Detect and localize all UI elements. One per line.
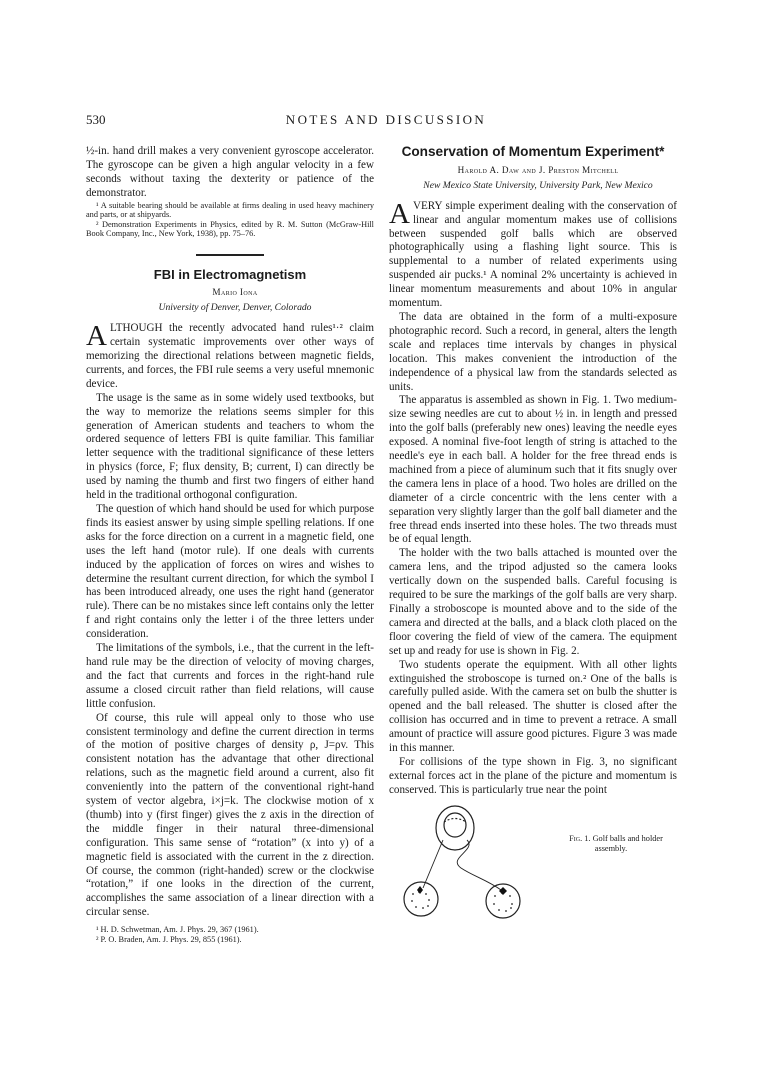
figure-1 <box>389 804 677 922</box>
body-paragraph: Of course, this rule will appeal only to those who use consistent terminology and define the current direction in terms of the motion of positive charges of density ρ, J=ρv. This consistent notation has the advantage that other directional relations, such as the magnetic field around a current, also fit conveniently into the pattern of the conventional right-hand system of vector algebra, i×j=k. The clockwise motion of x (thumb) into y (first finger) gives the z axis in the direction of the middle finger in their natural three-dimensional configuration. This same sense of “rotation” (x into y) of a magnetic field is associated with the current in the z direction. Of course, the common (right-handed) screw or the clockwise “rotation,” if one looks in the direction of the current, accomplishes the same association of a linear direction with a circular sense. <box>86 711 374 919</box>
left-column <box>86 145 374 944</box>
body-paragraph: The data are obtained in the form of a multi-exposure photographic record. Such a record, in general, alters the length scale and replaces time intervals by changes in physical location. This makes convenient the introduction of the independence of a physical law from the standards selected as units. <box>389 310 677 393</box>
body-paragraph: The holder with the two balls attached is mounted over the camera lens, and the tripod adjusted so the camera looks vertically down on the suspended balls. Careful focusing is required to be sure the markings of the golf balls are very sharp. Finally a stroboscope is mounted above and to the side of the camera and directed at the balls, and a black cloth placed on the floor covering the field of view of the camera. The equipment set up and ready for use is shown in Fig. 2. <box>389 547 677 657</box>
footnote: ¹ A suitable bearing should be available at firms dealing in used heavy machinery and parts, or at shipyards. <box>86 200 374 220</box>
paragraph-text: VERY simple experiment dealing with the conservation of linear and angular momentum makes use of collisions between suspended golf balls which are observed photographically using a flashing light source. This is supplemental to a number of related experiments using suspended air pucks.¹ A nominal 2% uncertainty is achieved in linear momentum measurements and about 10% in angular momentum. <box>389 199 677 310</box>
figure-label: Fig. 1. <box>569 833 591 843</box>
body-paragraph: Two students operate the equipment. With all other lights extinguished the stroboscope is turned on.² One of the balls is carefully pulled aside. With the camera set on bulb the shutter is opened and the ball released. The shutter is closed after the collision has occurred and in time to prevent a retrace. A small amount of practice will assure good pictures. Figure 3 was made in this manner. <box>389 658 677 755</box>
article-authors: Harold A. Daw and J. Preston Mitchell <box>457 164 619 175</box>
page-header <box>86 112 686 128</box>
holder-hatching <box>444 818 466 822</box>
right-needle-eye <box>499 887 507 895</box>
article-author: Mario Iona <box>212 287 258 298</box>
article-title: FBI in Electromagnetism <box>153 266 307 282</box>
section-divider <box>196 254 264 256</box>
running-head: NOTES AND DISCUSSION <box>285 112 487 127</box>
right-column <box>389 145 677 922</box>
left-golf-ball <box>404 882 438 916</box>
drop-cap: A <box>86 320 107 353</box>
paragraph-text: the recently advocated hand rules¹·² claim certain systematic improvements over other ways of memorizing the directional relations between magnetic fields, currents, and forces, the FBI rule seems a very useful mnemonic device. <box>86 322 374 390</box>
holder-inner-ring <box>444 813 466 837</box>
footnote: ² P. O. Braden, Am. J. Phys. 29, 855 (1961). <box>96 934 242 944</box>
figure-caption <box>547 834 675 854</box>
footnote: ¹ H. D. Schwetman, Am. J. Phys. 29, 367 (1961). <box>96 925 259 935</box>
lead-word: LTHOUGH <box>109 322 163 335</box>
golf-balls-holder-illustration <box>393 804 543 922</box>
page-number: 530 <box>86 112 106 127</box>
continuation-paragraph: ½-in. hand drill makes a very convenient gyroscope accelerator. The gyroscope can be given a high angular velocity in a few seconds without taxing the dexterity or patience of the demonstrator. <box>86 145 374 199</box>
article-affiliation: University of Denver, Denver, Colorado <box>158 302 312 314</box>
article-title: Conservation of Momentum Experiment* <box>401 144 665 159</box>
caption-text: Golf balls and holder assembly. <box>592 833 663 853</box>
body-paragraph: The limitations of the symbols, i.e., that the current in the left-hand rule may be the direction of velocity of moving charges, and the fact that currents and forces in the right-hand rule assume a closed circuit rather than field relations, will cause little confusion. <box>86 642 374 710</box>
left-needle-eye <box>417 886 423 894</box>
body-paragraph: For collisions of the type shown in Fig. 3, no significant external forces act in the plane of the picture and momentum is conserved. This is particularly true near the point <box>389 755 677 796</box>
article-affiliation: New Mexico State University, University Park, New Mexico <box>423 179 653 191</box>
first-paragraph <box>86 322 374 392</box>
body-paragraph: The usage is the same as in some widely used textbooks, but the way to memorize the relations seems simpler for this generation of American students and teachers to whom the ordered sequence of letters FBI is quite familiar. This familiar letter sequence with the traditional significance of these letters in physics (force, F; flux density, B; current, I) can directly be used by naming the thumb and first two fingers of either hand held in the traditional orthogonal configuration. <box>86 391 374 502</box>
body-paragraph: The question of which hand should be used for which purpose finds its easiest answer by using simple spelling relations. If one asks for the force direction on a current in a magnetic field, one uses the left hand (motor rule). If one deals with currents induced by the application of forces on wires and wishes to determine the resultant current direction, for which the symbol I has been introduced already, one uses the right hand (generator rule). There can be no mistakes since left contains only the letter f and right contains only the letter i of the three letters under consideration. <box>86 503 374 641</box>
drop-cap: A <box>389 197 410 230</box>
first-paragraph <box>389 197 677 311</box>
left-thread <box>423 840 443 888</box>
footnote: ² Demonstration Experiments in Physics, edited by R. M. Sutton (McGraw-Hill Book Company, Inc., New York, 1938), pp. 75–76. <box>86 219 374 239</box>
body-paragraph: The apparatus is assembled as shown in Fig. 1. Two medium-size sewing needles are cut to about ½ in. in length and pressed into the golf balls (preferably new ones) leaving the needle eyes exposed. A nominal five-foot length of string is attached to the needle's eye in each ball. A holder for the free thread ends is machined from a piece of aluminum such that it fits snugly over the camera lens in place of a hood. Two holes are drilled on the diameter of a circle concentric with the lens center with a separation very slightly larger than the golf ball diameter and the free thread ends inserted into these holes. The two threads must be of equal length. <box>389 394 677 546</box>
